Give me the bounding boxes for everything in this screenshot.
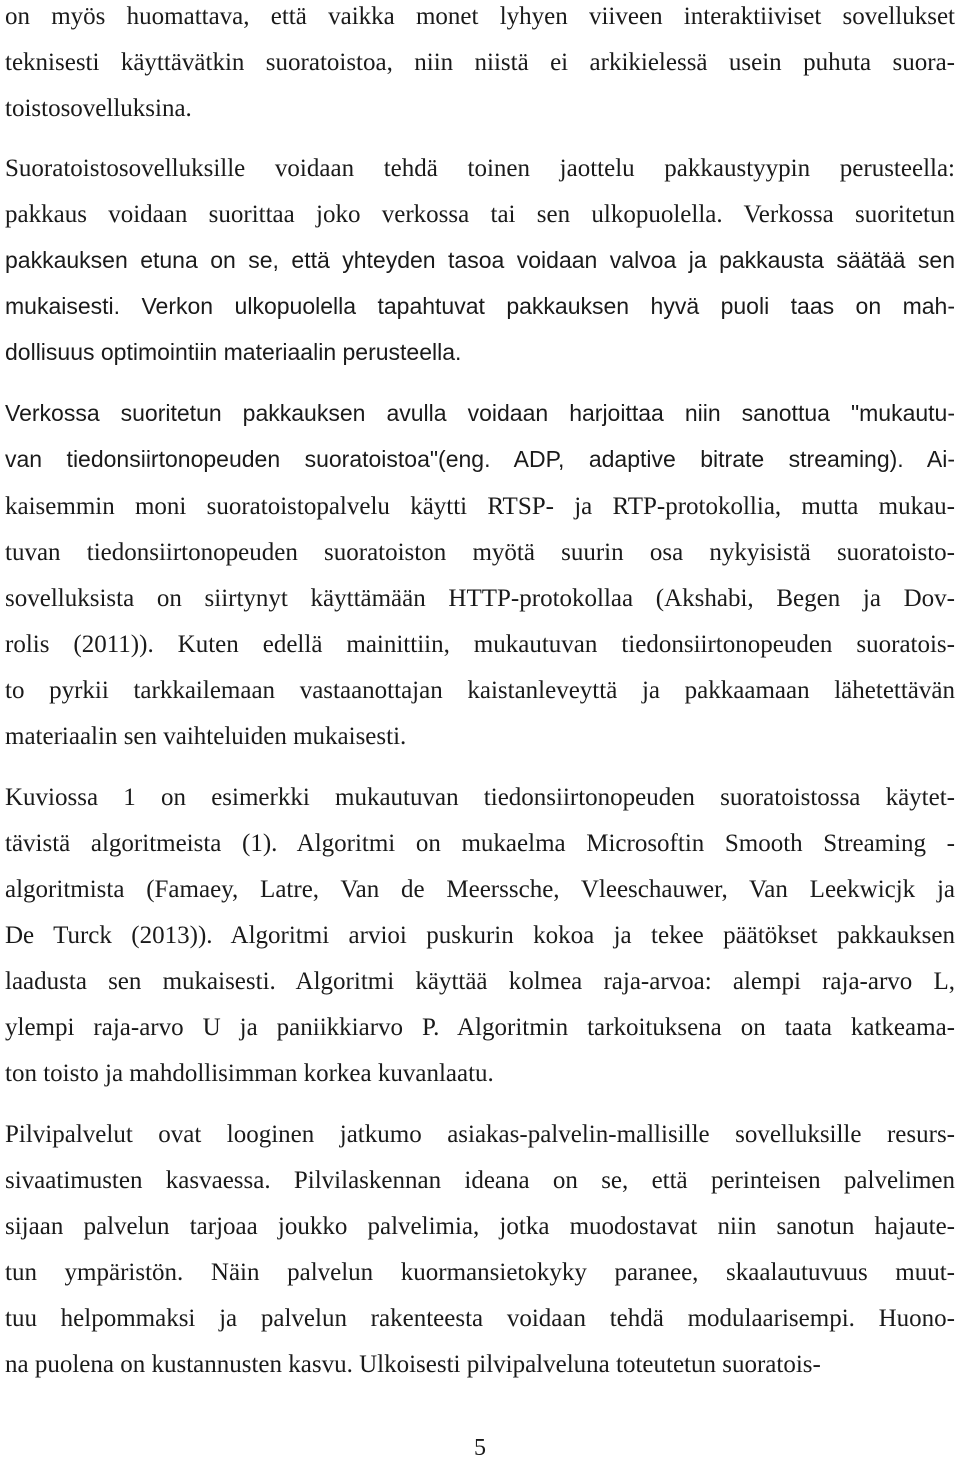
text-line: Suoratoistosovelluksille voidaan tehdä toinen jaottelu pakkaustyypin perusteella: (5, 155, 955, 182)
text-line: laadusta sen mukaisesti. Algoritmi käyttää kolmea raja-arvoa: alempi raja-arvo L, (5, 968, 955, 995)
text-line: Verkossa suoritetun pakkauksen avulla voidaan harjoittaa niin sanottua "mukautu- (5, 400, 955, 426)
page-number: 5 (474, 1435, 486, 1461)
text-line: pakkaus voidaan suorittaa joko verkossa tai sen ulkopuolella. Verkossa suoritetun (5, 201, 955, 228)
text-line: tun ympäristön. Näin palvelun kuormansietokyky paranee, skaalautuvuus muut- (5, 1259, 955, 1286)
text-line: De Turck (2013)). Algoritmi arvioi puskurin kokoa ja tekee päätökset pakkauksen (5, 922, 955, 949)
text-line: to pyrkii tarkkailemaan vastaanottajan kaistanleveyttä ja pakkaamaan lähetettävän (5, 677, 955, 704)
text-line: algoritmista (Famaey, Latre, Van de Meerssche, Vleeschauwer, Van Leekwicjk ja (5, 876, 955, 903)
text-line: pakkauksen etuna on se, että yhteyden tasoa voidaan valvoa ja pakkausta säätää sen (5, 247, 955, 273)
text-line: sijaan palvelun tarjoaa joukko palvelimia, jotka muodostavat niin sanotun hajaute- (5, 1213, 955, 1240)
text-line: materiaalin sen vaihteluiden mukaisesti. (5, 723, 407, 750)
text-line: teknisesti käyttävätkin suoratoistoa, niin niistä ei arkikielessä usein puhuta suora- (5, 49, 955, 76)
text-line: Pilvipalvelut ovat looginen jatkumo asiakas-palvelin-mallisille sovelluksille resurs- (5, 1121, 955, 1148)
text-line: tuu helpommaksi ja palvelun rakenteesta voidaan tehdä modulaarisempi. Huono- (5, 1305, 955, 1332)
text-line: tävistä algoritmeista (1). Algoritmi on mukaelma Microsoftin Smooth Streaming - (5, 830, 955, 857)
text-line: ylempi raja-arvo U ja paniikkiarvo P. Algoritmin tarkoituksena on taata katkeama- (5, 1014, 955, 1041)
text-line: on myös huomattava, että vaikka monet lyhyen viiveen interaktiiviset sovellukset (5, 3, 955, 30)
text-line: mukaisesti. Verkon ulkopuolella tapahtuvat pakkauksen hyvä puoli taas on mah- (5, 293, 955, 319)
text-line: van tiedonsiirtonopeuden suoratoistoa"(eng. ADP, adaptive bitrate streaming). Ai- (5, 446, 955, 472)
text-line: sovelluksista on siirtynyt käyttämään HTTP-protokollaa (Akshabi, Begen ja Dov- (5, 585, 955, 612)
text-line: kaisemmin moni suoratoistopalvelu käytti RTSP- ja RTP-protokollia, mutta mukau- (5, 493, 955, 520)
text-line: na puolena on kustannusten kasvu. Ulkoisesti pilvipalveluna toteutetun suoratois- (5, 1351, 821, 1378)
text-line: rolis (2011)). Kuten edellä mainittiin, mukautuvan tiedonsiirtonopeuden suoratois- (5, 631, 955, 658)
text-line: tuvan tiedonsiirtonopeuden suoratoiston myötä suurin osa nykyisistä suoratoisto- (5, 539, 955, 566)
text-line: dollisuus optimointiin materiaalin perusteella. (5, 339, 462, 365)
text-line: ton toisto ja mahdollisimman korkea kuvanlaatu. (5, 1060, 494, 1087)
text-line: sivaatimusten kasvaessa. Pilvilaskennan ideana on se, että perinteisen palvelimen (5, 1167, 955, 1194)
text-line: Kuviossa 1 on esimerkki mukautuvan tiedonsiirtonopeuden suoratoistossa käytet- (5, 784, 955, 811)
text-line: toistosovelluksina. (5, 95, 192, 122)
